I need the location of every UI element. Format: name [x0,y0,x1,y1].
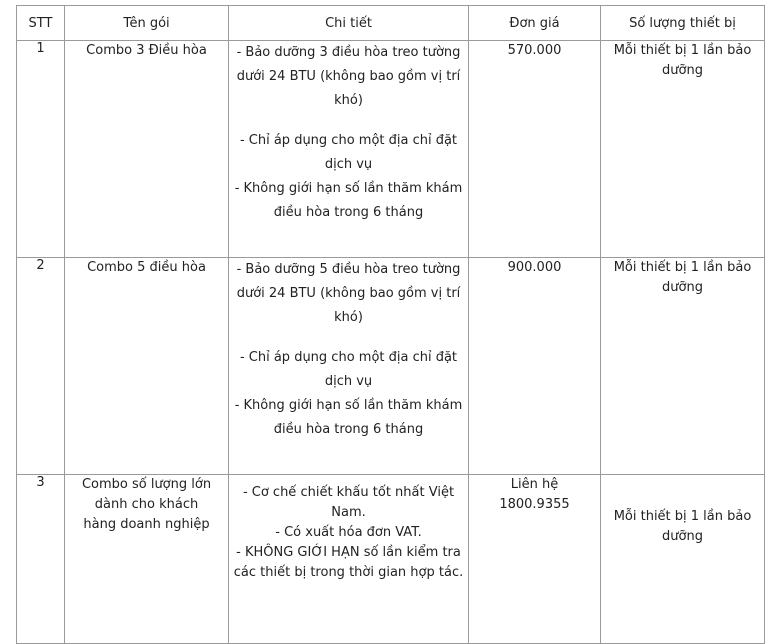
header-stt: STT [17,6,65,41]
table-row [17,258,765,475]
package-details [229,475,469,644]
detail-line: - Không giới hạn số lần thăm khám điều hòa trong 6 tháng [234,398,463,437]
table-row [17,41,765,258]
package-name: Combo số lượng lớn dành cho khách hàng doanh nghiệp [65,475,229,644]
package-details [229,41,469,258]
detail-line: - Bảo dưỡng 5 điều hòa treo tường dưới 24 BTU (không bao gồm vị trí khó) [236,262,461,325]
package-name: Combo 3 Điều hòa [65,41,229,258]
price-contact-label: Liên hệ [510,477,559,492]
detail-line: - Chỉ áp dụng cho một địa chỉ đặt dịch vụ [239,350,458,389]
table-row [17,475,765,644]
row-number: 1 [17,41,65,258]
package-details [229,258,469,475]
unit-price: 570.000 [469,41,601,258]
header-device-quantity: Số lượng thiết bị [601,6,765,41]
table-header-row [17,6,765,41]
detail-line: - Không giới hạn số lần thăm khám điều hòa trong 6 tháng [234,181,463,220]
service-pricing-table [16,5,765,644]
detail-line: - Cơ chế chiết khấu tốt nhất Việt Nam. [242,485,455,520]
unit-price [469,475,601,644]
detail-line: - KHÔNG GIỚI HẠN số lần kiểm tra các thiết bị trong thời gian hợp tác. [233,545,464,580]
row-number: 3 [17,475,65,644]
header-package-name: Tên gói [65,6,229,41]
detail-line: - Có xuất hóa đơn VAT. [275,525,422,540]
device-quantity: Mỗi thiết bị 1 lần bảo dưỡng [601,258,765,475]
unit-price: 900.000 [469,258,601,475]
detail-line: - Bảo dưỡng 3 điều hòa treo tường dưới 24 BTU (không bao gồm vị trí khó) [236,45,461,108]
device-quantity: Mỗi thiết bị 1 lần bảo dưỡng [601,475,765,644]
package-name: Combo 5 điều hòa [65,258,229,475]
header-details: Chi tiết [229,6,469,41]
device-quantity: Mỗi thiết bị 1 lần bảo dưỡng [601,41,765,258]
row-number: 2 [17,258,65,475]
detail-line: - Chỉ áp dụng cho một địa chỉ đặt dịch vụ [239,133,458,172]
price-contact-phone: 1800.9355 [499,497,570,512]
header-unit-price: Đơn giá [469,6,601,41]
